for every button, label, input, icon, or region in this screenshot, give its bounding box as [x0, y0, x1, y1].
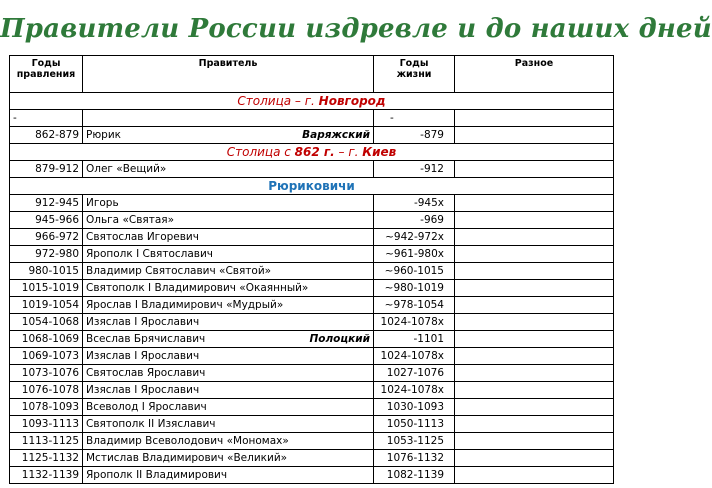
life-cell: 1030-1093 [374, 399, 455, 416]
years-cell: 1068-1069 [10, 331, 83, 348]
years-cell: 1073-1076 [10, 365, 83, 382]
table-row [10, 161, 614, 178]
ruler-name: Ярослав I Владимирович «Мудрый» [86, 299, 284, 311]
table-row [10, 297, 614, 314]
rulers-table [9, 55, 614, 484]
table-row [10, 280, 614, 297]
life-cell: 1053-1125 [374, 433, 455, 450]
ruler-name: Игорь [86, 197, 119, 209]
life-cell: -912 [374, 161, 455, 178]
table-row [10, 433, 614, 450]
life-cell: - [374, 110, 455, 127]
years-cell: 972-980 [10, 246, 83, 263]
ruler-cell [83, 229, 374, 246]
table-row [10, 450, 614, 467]
ruler-name: Всеслав Брячиславич [86, 333, 206, 345]
ruler-name: Олег «Вещий» [86, 163, 167, 175]
section-capital-kiev: Столица с 862 г. – г. Киев [10, 144, 614, 161]
misc-cell [455, 246, 614, 263]
ruler-name: Всеволод I Ярославич [86, 401, 207, 413]
misc-cell [455, 297, 614, 314]
ruler-name: Святополк II Изяславич [86, 418, 216, 430]
table-row [10, 365, 614, 382]
years-cell: 966-972 [10, 229, 83, 246]
ruler-cell [83, 331, 374, 348]
ruler-cell [83, 212, 374, 229]
ruler-name: Мстислав Владимирович «Великий» [86, 452, 288, 464]
misc-cell [455, 229, 614, 246]
ruler-name: Святополк I Владимирович «Окаянный» [86, 282, 309, 294]
years-cell: 1069-1073 [10, 348, 83, 365]
misc-cell [455, 161, 614, 178]
header-ruler: Правитель [83, 56, 374, 93]
years-cell: 1019-1054 [10, 297, 83, 314]
life-cell: ~978-1054 [374, 297, 455, 314]
life-cell: ~960-1015 [374, 263, 455, 280]
life-cell: 1027-1076 [374, 365, 455, 382]
ruler-cell [83, 433, 374, 450]
life-cell: -1101 [374, 331, 455, 348]
misc-cell [455, 467, 614, 484]
table-row [10, 195, 614, 212]
table-header-row [10, 56, 614, 93]
life-cell: -879 [374, 127, 455, 144]
header-years-of-life: Годы жизни [374, 56, 455, 93]
ruler-cell [83, 297, 374, 314]
misc-cell [455, 416, 614, 433]
table-row-empty [10, 110, 614, 127]
misc-cell [455, 314, 614, 331]
ruler-name: Владимир Всеволодович «Мономах» [86, 435, 289, 447]
years-cell: 1076-1078 [10, 382, 83, 399]
dynasty-note: Полоцкий [309, 333, 370, 345]
misc-cell [455, 280, 614, 297]
misc-cell [455, 263, 614, 280]
misc-cell [455, 212, 614, 229]
years-cell: 912-945 [10, 195, 83, 212]
table-row [10, 416, 614, 433]
years-cell: 1132-1139 [10, 467, 83, 484]
life-cell: 1050-1113 [374, 416, 455, 433]
ruler-name: Святослав Ярославич [86, 367, 206, 379]
ruler-cell [83, 416, 374, 433]
ruler-cell [83, 246, 374, 263]
years-cell: 1078-1093 [10, 399, 83, 416]
section-rurikids: Рюриковичи [10, 178, 614, 195]
life-cell: 1024-1078х [374, 348, 455, 365]
life-cell: 1082-1139 [374, 467, 455, 484]
years-cell: 945-966 [10, 212, 83, 229]
life-cell: 1024-1078х [374, 382, 455, 399]
table-row [10, 314, 614, 331]
ruler-cell [83, 161, 374, 178]
ruler-name: Изяслав I Ярославич [86, 384, 200, 396]
ruler-name: Святослав Игоревич [86, 231, 199, 243]
header-misc: Разное [455, 56, 614, 93]
table-row [10, 399, 614, 416]
section-capital-novgorod: Столица – г. Новгород [10, 93, 614, 110]
misc-cell [455, 195, 614, 212]
life-cell: -945х [374, 195, 455, 212]
years-cell: - [10, 110, 83, 127]
life-cell: ~961-980х [374, 246, 455, 263]
ruler-name: Ольга «Святая» [86, 214, 175, 226]
life-cell: 1024-1078х [374, 314, 455, 331]
page-title: Правители России издревле и до наших дней [0, 14, 712, 44]
years-cell: 879-912 [10, 161, 83, 178]
years-cell: 1125-1132 [10, 450, 83, 467]
table-row [10, 382, 614, 399]
table-row [10, 127, 614, 144]
ruler-cell [83, 280, 374, 297]
ruler-cell [83, 348, 374, 365]
life-cell: -969 [374, 212, 455, 229]
header-years-of-reign: Годы правления [10, 56, 83, 93]
table-row [10, 467, 614, 484]
years-cell: 980-1015 [10, 263, 83, 280]
ruler-cell [83, 195, 374, 212]
ruler-name: Ярополк II Владимирович [86, 469, 228, 481]
years-cell: 862-879 [10, 127, 83, 144]
ruler-cell [83, 450, 374, 467]
ruler-cell [83, 314, 374, 331]
misc-cell [455, 127, 614, 144]
misc-cell [455, 331, 614, 348]
ruler-cell [83, 382, 374, 399]
table-row [10, 263, 614, 280]
ruler-name: Рюрик [86, 129, 122, 141]
ruler-cell [83, 365, 374, 382]
table-row [10, 229, 614, 246]
dynasty-note: Варяжский [302, 129, 370, 141]
life-cell: 1076-1132 [374, 450, 455, 467]
ruler-name: Изяслав I Ярославич [86, 316, 200, 328]
years-cell: 1015-1019 [10, 280, 83, 297]
misc-cell [455, 382, 614, 399]
ruler-cell [83, 467, 374, 484]
ruler-cell [83, 263, 374, 280]
table-row [10, 331, 614, 348]
ruler-cell [83, 399, 374, 416]
misc-cell [455, 365, 614, 382]
life-cell: ~980-1019 [374, 280, 455, 297]
ruler-name: Изяслав I Ярославич [86, 350, 200, 362]
table-row [10, 212, 614, 229]
years-cell: 1054-1068 [10, 314, 83, 331]
years-cell: 1093-1113 [10, 416, 83, 433]
ruler-name: Ярополк I Святославич [86, 248, 214, 260]
misc-cell [455, 399, 614, 416]
ruler-cell [83, 127, 374, 144]
ruler-name: Владимир Святославич «Святой» [86, 265, 272, 277]
table-row [10, 348, 614, 365]
life-cell: ~942-972х [374, 229, 455, 246]
misc-cell [455, 450, 614, 467]
years-cell: 1113-1125 [10, 433, 83, 450]
misc-cell [455, 348, 614, 365]
table-row [10, 246, 614, 263]
misc-cell [455, 433, 614, 450]
